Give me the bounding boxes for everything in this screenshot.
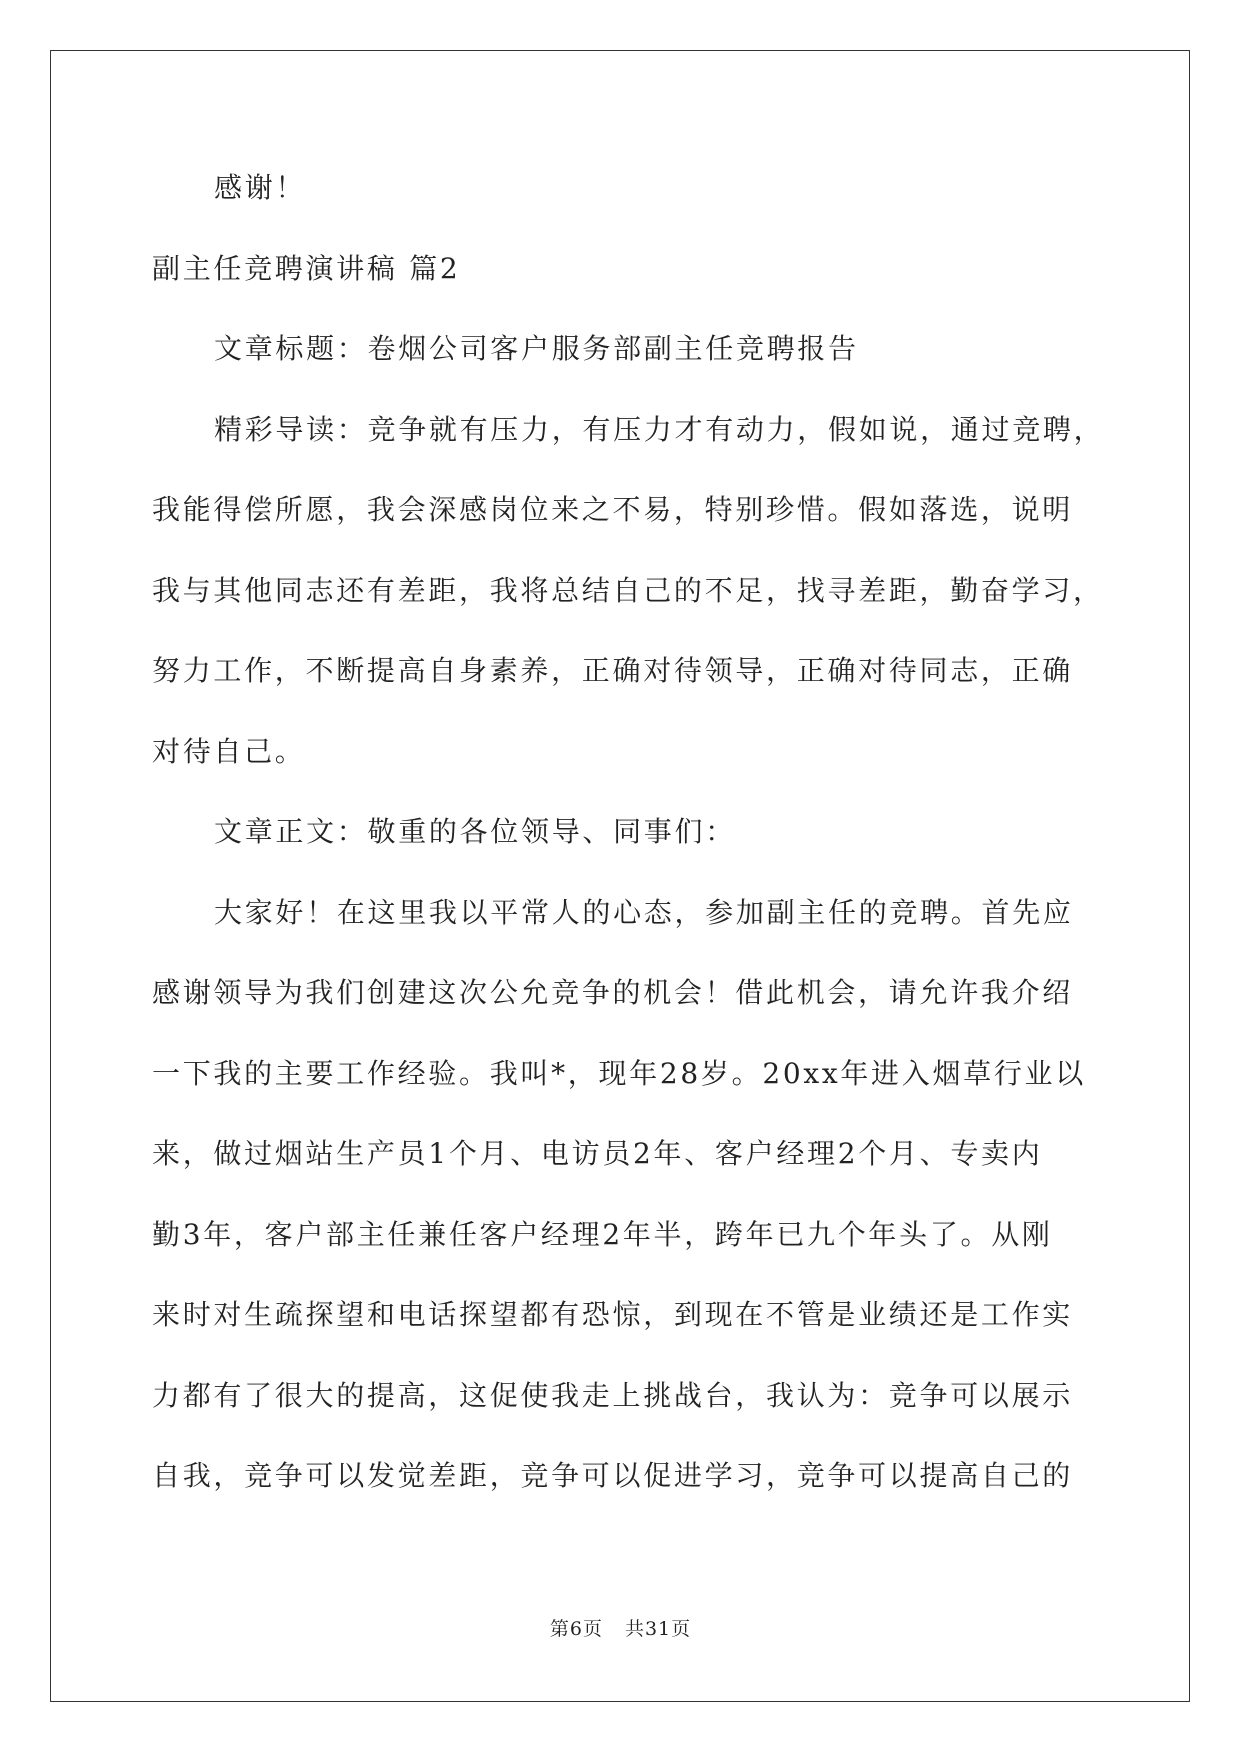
- section-heading: 副主任竞聘演讲稿 篇2: [152, 251, 461, 285]
- page-footer: [0, 1614, 1241, 1641]
- text-line: 精彩导读：竞争就有压力，有压力才有动力，假如说，通过竞聘，: [214, 412, 1105, 446]
- text-line: 来时对生疏探望和电话探望都有恐惊，到现在不管是业绩还是工作实: [152, 1298, 1074, 1331]
- text-line: 一下我的主要工作经验。我叫*，现年28岁。20xx年进入烟草行业以: [152, 1056, 1086, 1090]
- document-body: [152, 148, 1105, 1517]
- text-line: 努力工作，不断提高自身素养，正确对待领导，正确对待同志，正确: [152, 654, 1074, 687]
- text-line: 文章标题：卷烟公司客户服务部副主任竞聘报告: [214, 332, 859, 365]
- text-line: 我与其他同志还有差距，我将总结自己的不足，找寻差距，勤奋学习，: [152, 573, 1104, 607]
- text-line: 感谢！: [214, 171, 307, 204]
- text-line: 自我，竞争可以发觉差距，竞争可以促进学习，竞争可以提高自己的: [152, 1459, 1074, 1492]
- text-line: 勤3年，客户部主任兼任客户经理2年半，跨年已九个年头了。从刚: [152, 1217, 1053, 1251]
- text-line: 对待自己。: [152, 734, 306, 768]
- text-line: 我能得偿所愿，我会深感岗位来之不易，特别珍惜。假如落选，说明: [152, 493, 1074, 526]
- text-line: 力都有了很大的提高，这促使我走上挑战台，我认为：竞争可以展示: [152, 1378, 1074, 1412]
- text-line: 来，做过烟站生产员1个月、电访员2年、客户经理2个月、专卖内: [152, 1137, 1043, 1170]
- page-number: 第6页: [549, 1618, 603, 1640]
- text-line: 大家好！在这里我以平常人的心态，参加副主任的竞聘。首先应: [214, 895, 1074, 929]
- text-line: 感谢领导为我们创建这次公允竞争的机会！借此机会，请允许我介绍: [152, 976, 1074, 1009]
- page-total: 共31页: [624, 1618, 692, 1640]
- text-line: 文章正文：敬重的各位领导、同事们：: [214, 815, 736, 848]
